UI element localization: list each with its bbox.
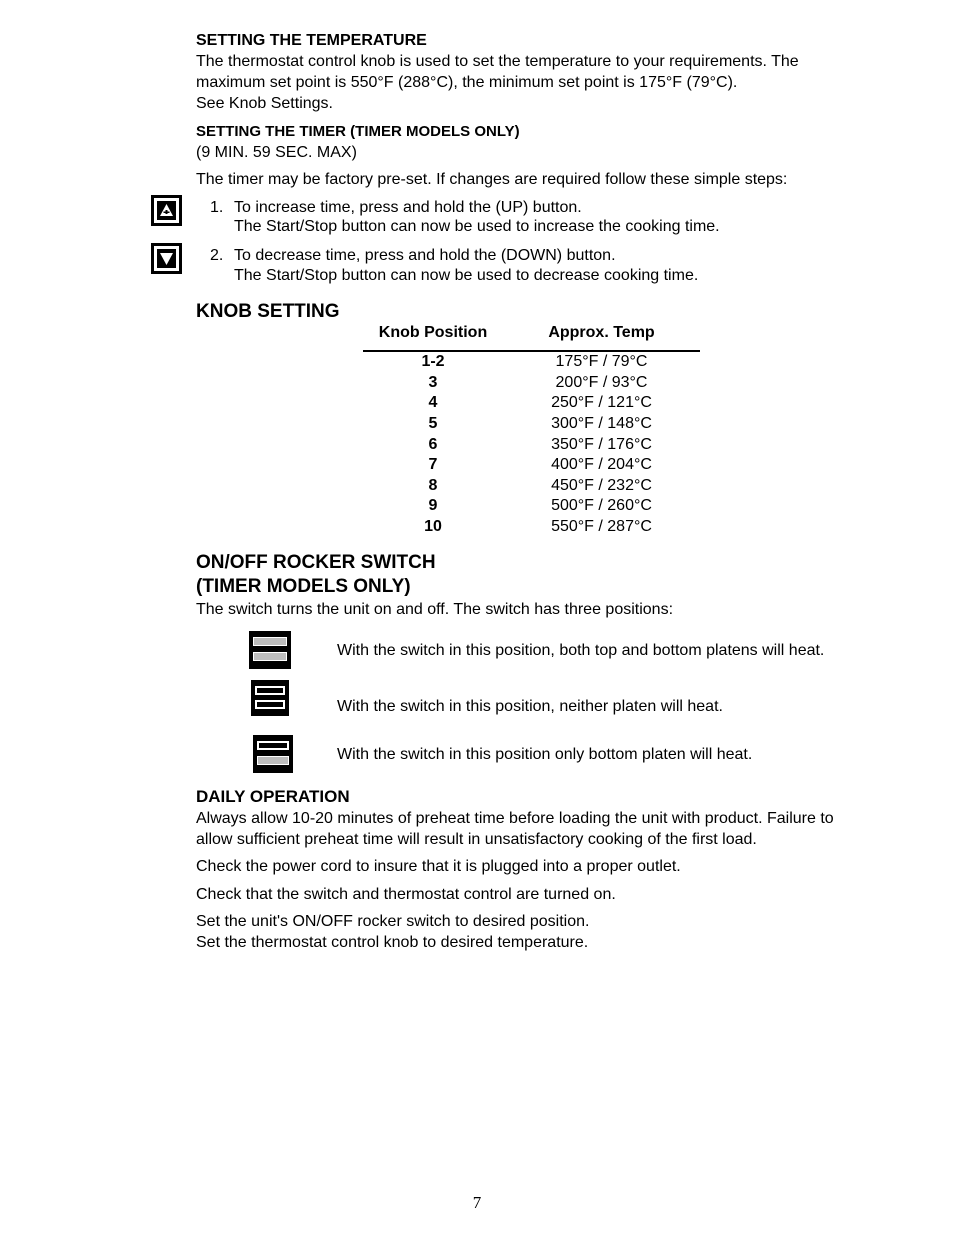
approx-temp-cell: 200°F / 93°C — [555, 373, 648, 391]
daily-p3: Check that the switch and thermostat control are turned on. — [196, 886, 616, 903]
daily-p4-line2: Set the thermostat control knob to desired temperature. — [196, 934, 589, 951]
knob-position-cell: 5 — [428, 415, 438, 433]
knob-position-cell: 1-2 — [421, 353, 445, 371]
approx-temp-cell: 300°F / 148°C — [551, 415, 652, 433]
approx-temp-cell: 500°F / 260°C — [551, 497, 652, 515]
temperature-text-line2: maximum set point is 550°F (288°C), the minimum set point is 175°F (79°C). — [196, 74, 738, 91]
switch-both-on-icon — [249, 631, 291, 669]
table-header-row — [363, 322, 700, 351]
table-row — [363, 517, 700, 538]
approx-temp-cell: 450°F / 232°C — [551, 476, 652, 494]
timer-step-1-num: 1. — [210, 199, 224, 216]
table-row — [363, 351, 700, 373]
approx-temp-cell: 175°F / 79°C — [555, 353, 648, 371]
page-number: 7 — [472, 1193, 482, 1212]
daily-p2: Check the power cord to insure that it is plugged into a proper outlet. — [196, 858, 681, 875]
switch-off-icon — [251, 680, 289, 716]
knob-position-cell: 4 — [428, 394, 438, 412]
knob-heading: KNOB SETTING — [196, 301, 340, 322]
switch-position-bottom-text: With the switch in this position only bottom platen will heat. — [337, 746, 753, 763]
timer-heading: SETTING THE TIMER (TIMER MODELS ONLY) — [196, 123, 520, 140]
knob-setting-table — [363, 322, 700, 537]
up-arrow-button-icon — [151, 195, 182, 226]
temperature-text-line3: See Knob Settings. — [196, 95, 333, 112]
knob-position-cell: 6 — [428, 435, 438, 453]
rocker-heading-line2: (TIMER MODELS ONLY) — [196, 576, 411, 597]
table-row — [363, 393, 700, 414]
table-row — [363, 496, 700, 517]
timer-step-1-line1: To increase time, press and hold the (UP) button. — [234, 199, 582, 216]
knob-position-cell: 3 — [428, 373, 438, 391]
switch-bottom-on-icon — [253, 735, 293, 773]
rocker-intro: The switch turns the unit on and off. The switch has three positions: — [196, 601, 674, 618]
table-row — [363, 414, 700, 435]
approx-temp-cell: 550°F / 287°C — [551, 518, 652, 536]
timer-step-2-line2: The Start/Stop button can now be used to decrease cooking time. — [234, 267, 699, 284]
table-row — [363, 455, 700, 476]
column-header-knob-position: Knob Position — [363, 322, 503, 351]
timer-intro: The timer may be factory pre-set. If changes are required follow these simple steps: — [196, 171, 788, 188]
rocker-heading-line1: ON/OFF ROCKER SWITCH — [196, 552, 436, 573]
temperature-text-line1: The thermostat control knob is used to set the temperature to your requirements. The — [196, 53, 799, 70]
column-header-approx-temp: Approx. Temp — [503, 322, 700, 351]
knob-position-cell: 8 — [428, 476, 438, 494]
timer-step-2-line1: To decrease time, press and hold the (DOWN) button. — [234, 247, 616, 264]
table-row — [363, 434, 700, 455]
table-row — [363, 373, 700, 394]
timer-step-2-num: 2. — [210, 247, 224, 264]
switch-position-off-text: With the switch in this position, neither platen will heat. — [337, 698, 723, 715]
table-row — [363, 476, 700, 497]
knob-position-cell: 7 — [428, 456, 438, 474]
timer-step-1-line2: The Start/Stop button can now be used to increase the cooking time. — [234, 218, 720, 235]
daily-heading: DAILY OPERATION — [196, 787, 350, 806]
daily-p1-line2: allow sufficient preheat time will result in unsatisfactory cooking of the first load. — [196, 831, 757, 848]
approx-temp-cell: 250°F / 121°C — [551, 394, 652, 412]
knob-position-cell: 10 — [424, 518, 442, 536]
approx-temp-cell: 400°F / 204°C — [551, 456, 652, 474]
temperature-heading: SETTING THE TEMPERATURE — [196, 32, 427, 49]
switch-position-both-text: With the switch in this position, both top and bottom platens will heat. — [337, 642, 825, 659]
daily-p1-line1: Always allow 10-20 minutes of preheat time before loading the unit with product. Failure to — [196, 810, 834, 827]
daily-p4-line1: Set the unit's ON/OFF rocker switch to desired position. — [196, 913, 590, 930]
approx-temp-cell: 350°F / 176°C — [551, 435, 652, 453]
timer-max: (9 MIN. 59 SEC. MAX) — [196, 144, 357, 161]
knob-position-cell: 9 — [428, 497, 438, 515]
down-arrow-button-icon — [151, 243, 182, 274]
